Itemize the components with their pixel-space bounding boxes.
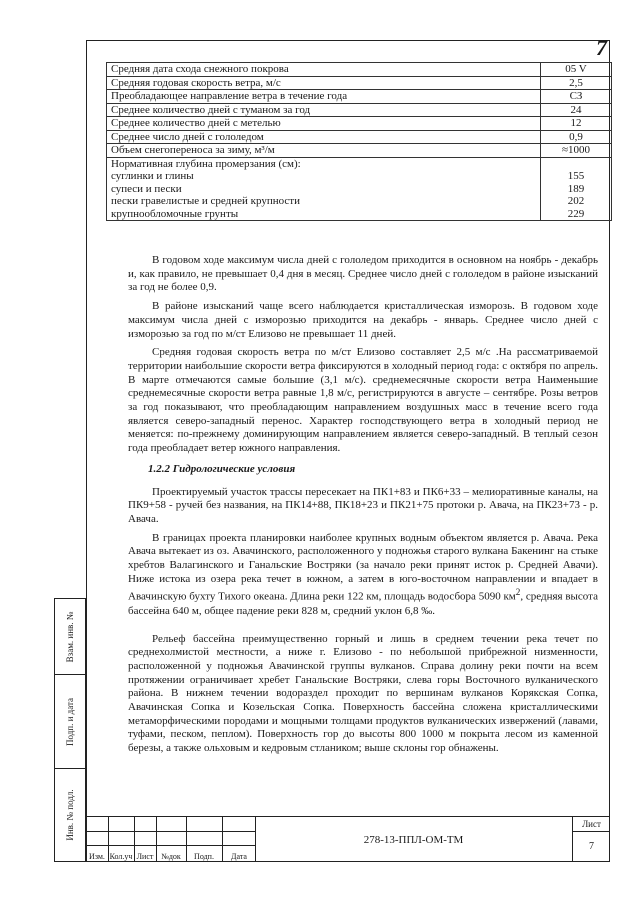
avacha-text: В границах проекта планировки наиболее крупных водным объектом является р. Авача. Река Авача вытекает из оз. Авачинского, расположенного у подножья старого вулкана Бакенинг на стыке хребтов Валагинского и Ганальские Востряки (за начало реки принят исток р. Средней Авачи). Ниже истока из озера река течет в южном, а затем в юго-восточном направлении и впадает в Авачинскую бухту Тихого океана. Длина реки 122 км, площадь водосбора 5090 км [128,531,598,604]
freezing-item-value: 155 [567,170,585,182]
table-row [107,63,612,77]
section-heading: 1.2.2 Гидрологические условия [148,462,296,475]
freezing-item-value: 189 [567,182,585,195]
table-row [107,103,612,117]
area-superscript: 2 [515,587,521,598]
row-value: 05 V [541,63,612,77]
side-cell [55,675,85,769]
freezing-item-value: 229 [567,207,585,220]
side-stamp-strip [54,598,86,862]
title-block [86,816,610,862]
freezing-item-label: супеси и пески [111,182,182,195]
freezing-values [541,157,612,221]
col-izm: Изм. [89,852,105,861]
sheet-label: Лист [573,817,610,832]
freezing-item-value: 202 [567,195,585,207]
table-row [107,144,612,158]
side-label: Инв. № подл. [65,789,75,841]
paragraph-icing: В годовом ходе максимум числа дней с гололедом приходится в основном на ноябрь - декабрь и, как правило, не превышает 0,4 дня в месяц. Среднее число дней с гололедом в районе изысканий за год не более 0,9. [128,254,598,294]
row-label: Объем снегопереноса за зиму, м³/м [107,144,541,158]
sheet-number: 7 [589,841,594,852]
freezing-title: Нормативная глубина промерзания (см): [111,157,301,170]
row-value: СЗ [541,90,612,104]
freezing-item-label: суглинки и глины [111,170,194,182]
table-row [107,117,612,131]
side-label: Взам. инв. № [65,611,75,662]
row-value: 0,9 [541,130,612,144]
table-row [107,130,612,144]
sheet-box [572,817,610,862]
paragraph-relief: Рельеф бассейна преимущественно горный и лишь в среднем течении река течет по среднехолмистой местности, а ниже г. Елизово - по небольшой прибрежной низменности, расположенной у подножья Авачинской группы вулканов. Справа долину реки почти на всем протяжении ограничивает хребет Ганальские Востряки, слева горы Восточного вулканического района. В нижнем течении водораздел проходит по вершинам вулканов Корякская Сопка, Авачинская Сопка и Козельская Сопка. Поверхность бассейна сложена кристаллическими метаморфическими породами и мощными толщами продуктов вулканических извержений (лавами, туфами, песком, пеплом). Поверхность гор до высоты 800 1000 м покрыта лесом из каменной березы, а также ольховым и кедровым стлаником; выше склоны гор обнажены. [128,632,598,755]
freezing-row [107,157,612,221]
avacha-tail: , средняя высота бассейна 640 м, общее падение реки 828 м, средний уклон 6,8 ‰. [128,591,598,617]
col-kolvo: Кол.уч [109,852,133,861]
climate-table [106,62,612,221]
row-value: ≈1000 [541,144,612,158]
paragraph-rime: В районе изысканий чаще всего наблюдается кристаллическая изморозь. В годовом ходе максимум числа дней с изморозью приходится на декабрь - январь. Среднее число дней с изморозью за год по м/ст Елизово не превышает 11 дней. [128,300,598,340]
row-label: Преобладающее направление ветра в течение года [107,90,541,104]
col-list: Лист [136,852,154,861]
col-ndok: №док [161,852,181,861]
side-cell [55,599,85,675]
row-label: Средняя дата схода снежного покрова [107,63,541,77]
side-label: Подп. и дата [65,697,75,746]
row-value: 2,5 [541,76,612,90]
row-value: 24 [541,103,612,117]
paragraph-wind: Средняя годовая скорость ветра по м/ст Елизово составляет 2,5 м/с .На рассматриваемой территории наибольшие скорости ветра фиксируются в холодный период года: с октября по апрель. В марте отмечаются самые большие (3,1 м/с). среднемесячные скорости ветра Наименьшие среднемесячные скорости ветра равные 1,8 м/с, регистрируются в августе – сентябре. Розы ветров за год показывают, что преобладающим направлением воздушных масс в течение всего года является северо-западный перенос. Характер господствующего ветра в холодный период не меняется: по-прежнему доминирующим направлением является северо-западный. В теплый сезон года преобладает ветер южного направления. [128,346,598,455]
freezing-item-label: пески гравелистые и средней крупности [111,195,300,207]
revision-grid [86,817,256,862]
table-row [107,90,612,104]
table-row [107,76,612,90]
freezing-item-label: крупнообломочные грунты [111,207,239,220]
side-cell [55,769,85,861]
row-label: Среднее число дней с гололедом [107,130,541,144]
page-corner-number: 7 [596,35,607,60]
row-label: Среднее количество дней с метелью [107,117,541,131]
paragraph-avacha [128,532,598,619]
document-code: 278-13-ППЛ-ОМ-ТМ [363,833,464,846]
row-label: Среднее количество дней с туманом за год [107,103,541,117]
freezing-labels [107,157,541,221]
col-podp: Подп. [194,852,214,861]
row-label: Средняя годовая скорость ветра, м/с [107,76,541,90]
col-data: Дата [231,852,247,861]
paragraph-route: Проектируемый участок трассы пересекает на ПК1+83 и ПК6+33 – мелиоративные каналы, на ПК9+58 - ручей без названия, на ПК14+88, ПК18+23 и ПК21+75 протоки р. Авача, на ПК23+73 - р. Авача. [128,485,598,525]
body-text [128,254,598,761]
row-value: 12 [541,117,612,131]
